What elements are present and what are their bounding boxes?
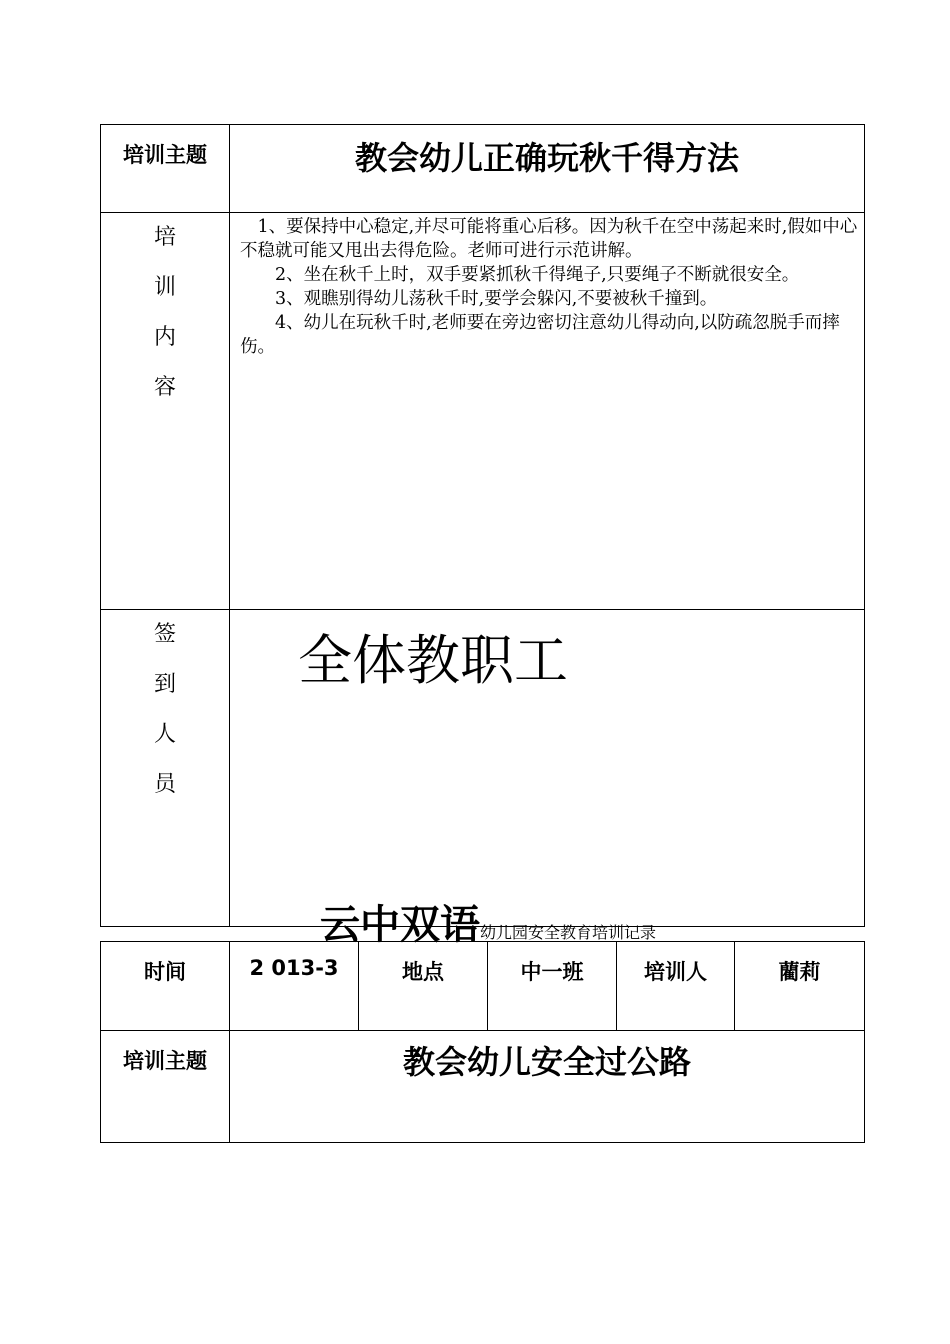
signin-value: 全体教职工 [230, 610, 865, 927]
content-label-char: 训 [153, 275, 176, 300]
trainer-value: 藺莉 [735, 942, 865, 1031]
place-value: 中一班 [488, 942, 617, 1031]
training-record-table-1 [100, 124, 865, 927]
topic-title-2: 教会幼儿安全过公路 [230, 1031, 865, 1143]
time-label: 时间 [101, 942, 230, 1031]
content-paragraph: 3、观瞧别得幼儿荡秋千时,要学会躲闪,不要被秋千撞到。 [240, 289, 718, 309]
content-label [101, 213, 230, 610]
content-label-char: 内 [153, 325, 176, 350]
training-record-table-2 [100, 941, 865, 1143]
place-label: 地点 [359, 942, 488, 1031]
content-label-char: 培 [153, 225, 176, 250]
topic-label: 培训主题 [101, 125, 230, 213]
training-content [230, 213, 865, 610]
trainer-label: 培训人 [617, 942, 735, 1031]
school-name: 云中双语 [320, 902, 480, 948]
signin-label-char: 人 [153, 722, 176, 747]
time-value: 2 013-3 [230, 942, 359, 1031]
signin-label-char: 到 [153, 672, 176, 697]
content-label-char: 容 [153, 375, 176, 400]
content-paragraph: 1、要保持中心稳定,并尽可能将重心后移。因为秋千在空中荡起来时,假如中心不稳就可能又甩出去得危险。老师可进行示范讲解。 [240, 217, 858, 261]
topic-label-2: 培训主题 [101, 1031, 230, 1143]
content-paragraph: 4、幼儿在玩秋千时,老师要在旁边密切注意幼儿得动向,以防疏忽脱手而摔伤。 [240, 313, 840, 357]
topic-title: 教会幼儿正确玩秋千得方法 [230, 125, 865, 213]
signin-label-char: 员 [153, 772, 176, 797]
signin-label [101, 610, 230, 927]
record-subtitle: 幼儿园安全教育培训记录 [480, 923, 657, 942]
content-paragraph: 2、坐在秋千上时，双手要紧抓秋千得绳子,只要绳子不断就很安全。 [240, 265, 800, 285]
signin-label-char: 签 [153, 622, 176, 647]
